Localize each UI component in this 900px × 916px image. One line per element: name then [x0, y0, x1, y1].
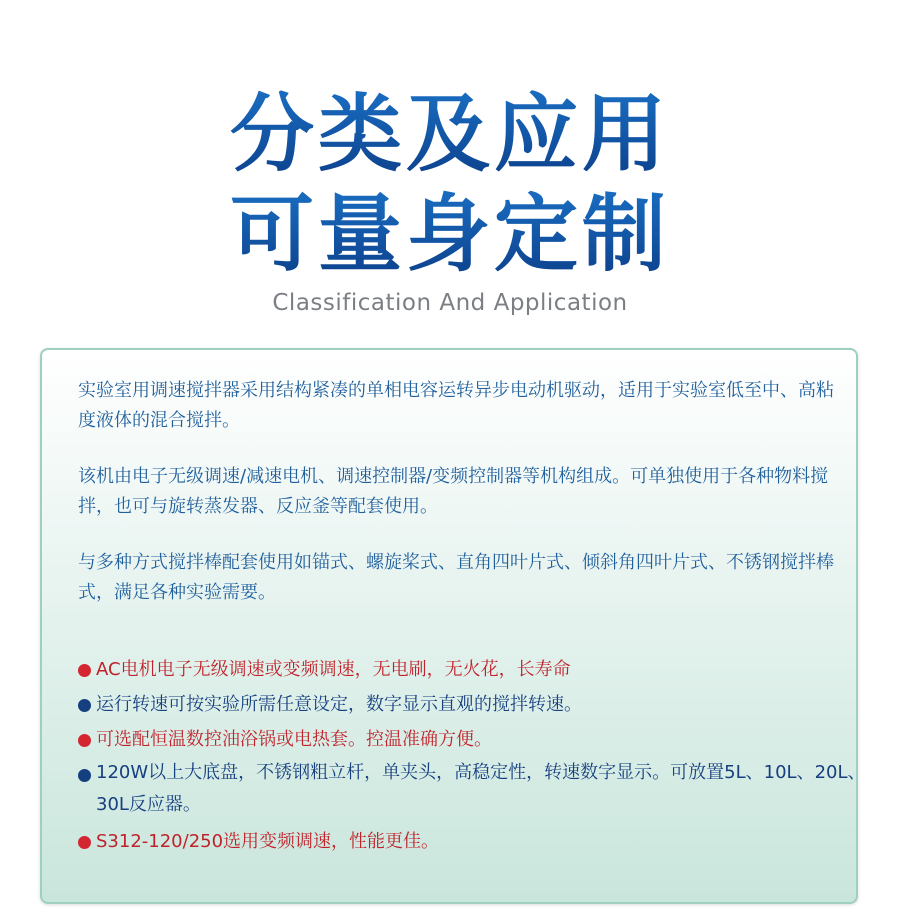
- blue-bullet-icon: [78, 699, 91, 712]
- feature-item-1: [78, 652, 868, 687]
- feature-list: [78, 652, 868, 859]
- feature-item-4: [78, 757, 868, 824]
- blue-bullet-icon: [78, 769, 91, 782]
- heading-line-2: 可量身定制: [0, 184, 900, 284]
- hero-heading: [0, 84, 900, 284]
- red-bullet-icon: [78, 734, 91, 747]
- red-bullet-icon: [78, 836, 91, 849]
- feature-text-2: 运行转速可按实验所需任意设定，数字显示直观的搅拌转速。: [96, 694, 582, 715]
- feature-text-3: 可选配恒温数控油浴锅或电热套。控温准确方便。: [96, 729, 492, 750]
- feature-item-2: [78, 687, 868, 722]
- description-paragraph-1: 实验室用调速搅拌器采用结构紧凑的单相电容运转异步电动机驱动，适用于实验室低至中、高粘度液体的混合搅拌。: [78, 380, 834, 431]
- description-paragraph-3: 与多种方式搅拌棒配套使用如锚式、螺旋桨式、直角四叶片式、倾斜角四叶片式、不锈钢搅拌棒式，满足各种实验需要。: [78, 552, 834, 603]
- heading-line-1: 分类及应用: [0, 84, 900, 184]
- feature-item-3: [78, 722, 868, 757]
- feature-text-5: S312-120/250选用变频调速，性能更佳。: [96, 831, 440, 852]
- feature-item-5: [78, 824, 868, 859]
- english-subtitle: Classification And Application: [272, 290, 628, 316]
- feature-text-4: 120W以上大底盘，不锈钢粗立杆，单夹头，高稳定性，转速数字显示。可放置5L、10L、20L、30L反应器。: [96, 762, 866, 815]
- description-paragraph-2: 该机由电子无级调速/减速电机、调速控制器/变频控制器等机构组成。可单独使用于各种物料搅拌，也可与旋转蒸发器、反应釜等配套使用。: [78, 466, 829, 517]
- description-card: [40, 348, 866, 904]
- feature-text-1: AC电机电子无级调速或变频调速，无电刷，无火花，长寿命: [96, 659, 571, 680]
- red-bullet-icon: [78, 664, 91, 677]
